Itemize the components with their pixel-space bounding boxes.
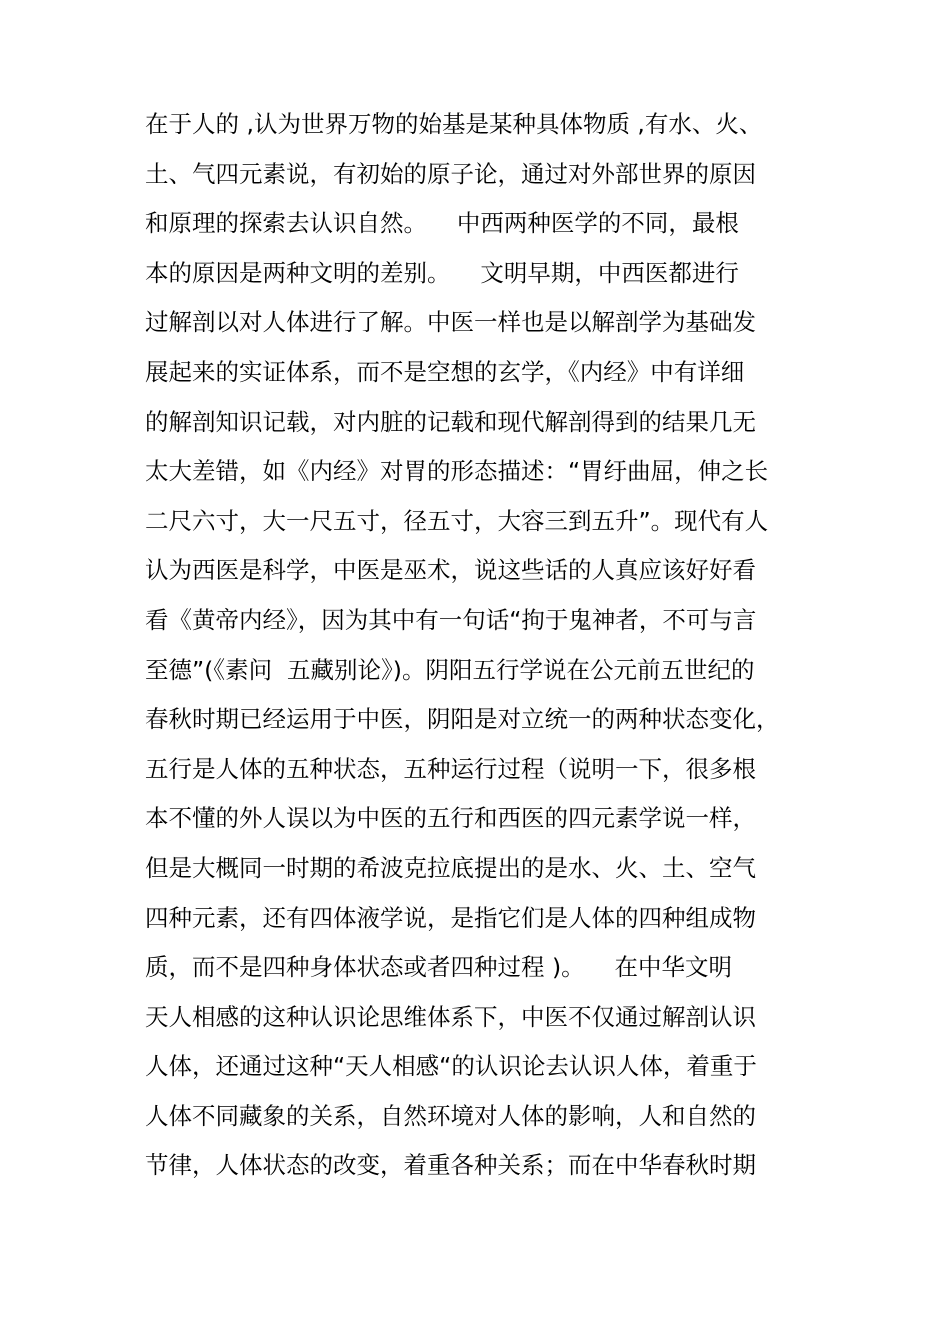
text-line: 本不懂的外人误以为中医的五行和西医的四元素学说一样， bbox=[145, 804, 756, 833]
text-line: 春秋时期已经运用于中医，阴阳是对立统一的两种状态变化， bbox=[145, 705, 780, 734]
text-line: 本的原因是两种文明的差别。 文明早期，中西医都进行 bbox=[145, 258, 739, 287]
text-line: 的解剖知识记载，对内脏的记载和现代解剖得到的结果几无 bbox=[145, 407, 756, 436]
text-line: 和原理的探索去认识自然。 中西两种医学的不同，最根 bbox=[145, 209, 739, 238]
text-line: 二尺六寸，大一尺五寸，径五寸，大容三到五升”。现代有人 bbox=[145, 506, 769, 535]
text-line: 天人相感的这种认识论思维体系下，中医不仅通过解剖认识 bbox=[145, 1002, 756, 1031]
text-line: 但是大概同一时期的希波克拉底提出的是水、火、土、空气 bbox=[145, 853, 756, 882]
text-line: 五行是人体的五种状态，五种运行过程（说明一下，很多根 bbox=[145, 754, 756, 783]
text-line: 过解剖以对人体进行了解。中医一样也是以解剖学为基础发 bbox=[145, 308, 756, 337]
text-line: 看《黄帝内经》，因为其中有一句话“拘于鬼神者，不可与言 bbox=[145, 605, 757, 634]
text-line: 展起来的实证体系，而不是空想的玄学，《内经》中有详细 bbox=[145, 357, 745, 386]
text-line: 人体，还通过这种“天人相感“的认识论去认识人体，着重于 bbox=[145, 1052, 757, 1081]
text-line: 太大差错，如《内经》对胃的形态描述：“胃纡曲屈，伸之长 bbox=[145, 457, 769, 486]
text-line: 节律，人体状态的改变，着重各种关系；而在中华春秋时期 bbox=[145, 1151, 756, 1180]
text-line: 认为西医是科学，中医是巫术，说这些话的人真应该好好看 bbox=[145, 556, 756, 585]
text-line: 至德”(《素问 五藏别论》)。阴阳五行学说在公元前五世纪的 bbox=[145, 655, 755, 684]
text-line: 在于人的 ,认为世界万物的始基是某种具体物质 ,有水、火、 bbox=[145, 110, 763, 138]
body-text bbox=[145, 100, 845, 1191]
text-line: 质，而不是四种身体状态或者四种过程 )。 在中华文明 bbox=[145, 953, 733, 982]
text-line: 四种元素，还有四体液学说，是指它们是人体的四种组成物 bbox=[145, 903, 756, 932]
text-line: 土、气四元素说，有初始的原子论，通过对外部世界的原因 bbox=[145, 159, 756, 188]
text-line: 人体不同藏象的关系，自然环境对人体的影响，人和自然的 bbox=[145, 1101, 756, 1130]
